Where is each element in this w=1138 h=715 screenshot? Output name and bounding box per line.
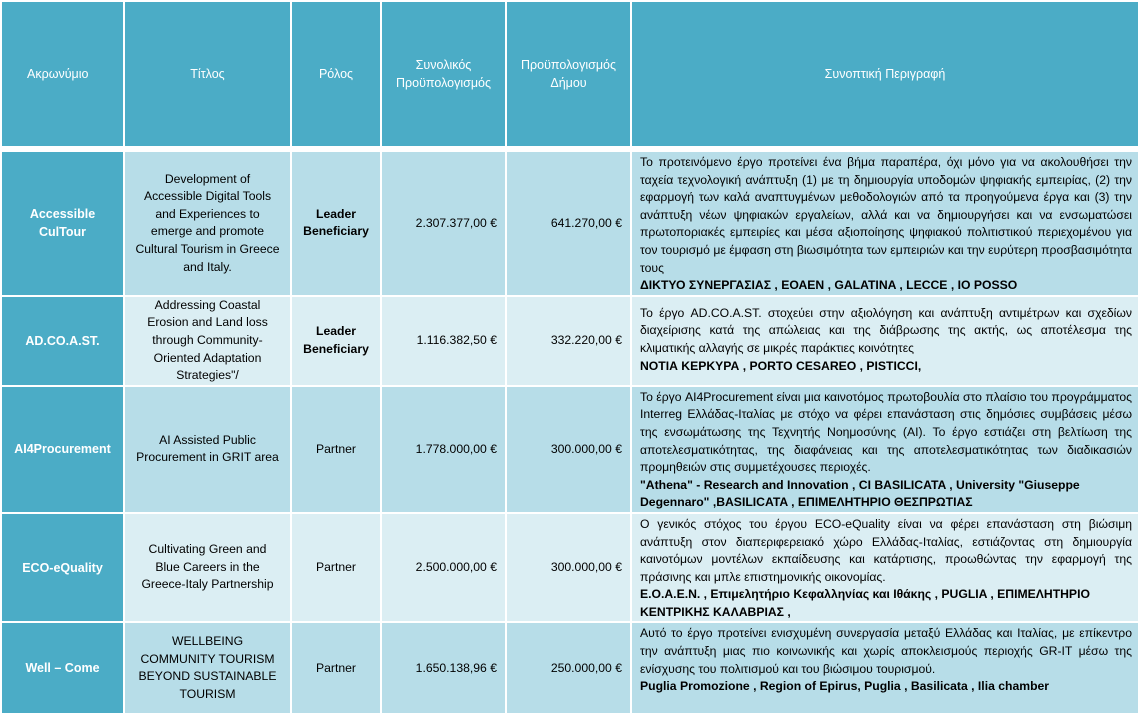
description-cell [631, 622, 1138, 714]
header-municipality-budget: Προϋπολογισμός Δήμου [506, 1, 631, 147]
title-cell: Cultivating Green and Blue Careers in the Greece-Italy Partnership [124, 513, 291, 623]
description-cell [631, 386, 1138, 513]
role-cell: Partner [291, 513, 381, 623]
partners-text: Ε.Ο.Α.Ε.Ν. , Επιμελητήριο Κεφαλληνίας και Ιθάκης , PUGLIA , ΕΠΙΜΕΛΗΤΗΡΙΟ ΚΕΝΤΡΙΚΗΣ ΚΑΛΑΒΡΙΑΣ , [640, 587, 1090, 619]
total-budget-cell: 1.116.382,50 € [381, 296, 506, 386]
table-row [1, 622, 1138, 714]
total-budget-cell: 2.307.377,00 € [381, 151, 506, 296]
municipality-budget-cell: 332.220,00 € [506, 296, 631, 386]
description-text: Το έργο AI4Procurement είναι μια καινοτόμος πρωτοβουλία στο πλαίσιο του προγράμματος Interreg Ελλάδας-Ιταλίας με στόχο να φέρει επανάσταση στις δημόσιες συμβάσεις μέσω της ενσωμάτωσης της Τεχνητής Νοημοσύνης (AI). Το έργο εστιάζει στη βελτίωση της αποτελεσματικότητας, της διαφάνειας και της αποτελεσματικότητας των διαδικασιών προμηθειών στις συμμετέχουσες περιοχές. [640, 389, 1132, 475]
partners-text: ΔΙΚΤΥΟ ΣΥΝΕΡΓΑΣΙΑΣ , ΕΟΑΕΝ , GALATINA , LECCE , IO POSSO [640, 278, 1018, 293]
municipality-budget-cell: 300.000,00 € [506, 386, 631, 513]
acronym-cell: AI4Procurement [1, 386, 124, 513]
title-cell: Development of Accessible Digital Tools and Experiences to emerge and promote Cultural Tourism in Greece and Italy. [124, 151, 291, 296]
acronym-cell: AD.CO.A.ST. [1, 296, 124, 386]
role-cell: Partner [291, 622, 381, 714]
description-text: Αυτό το έργο προτείνει ενισχυμένη συνεργασία μεταξύ Ελλάδας και Ιταλίας, με επίκεντρο την ανάπτυξη μιας πιο κοινωνικής και χωρίς αποκλεισμούς περιοχής GR-IT μέσω της ενίσχυσης του πολιτισμού και του βιώσιμου τουρισμού. [640, 626, 1132, 676]
header-description: Συνοπτική Περιγραφή [631, 1, 1138, 147]
title-cell: AI Assisted Public Procurement in GRIT area [124, 386, 291, 513]
table-row [1, 386, 1138, 513]
table-header-row [1, 1, 1138, 147]
table-row [1, 151, 1138, 296]
municipality-budget-cell: 250.000,00 € [506, 622, 631, 714]
description-cell [631, 513, 1138, 623]
title-cell: WELLBEING COMMUNITY TOURISM BEYOND SUSTAINABLE TOURISM [124, 622, 291, 714]
municipality-budget-cell: 300.000,00 € [506, 513, 631, 623]
partners-text: "Athena" - Research and Innovation , CI BASILICATA , University "Giuseppe Degennaro" ,BASILICATA , ΕΠΙΜΕΛΗΤΗΡΙΟ ΘΕΣΠΡΩΤΙΑΣ [640, 477, 1080, 510]
role-cell: Leader Beneficiary [291, 151, 381, 296]
header-total-budget: Συνολικός Προϋπολογισμός [381, 1, 506, 147]
description-cell [631, 296, 1138, 386]
description-text: Το προτεινόμενο έργο προτείνει ένα βήμα παραπέρα, όχι μόνο για να ακολουθήσει την ταχεία τεχνολογική ανάπτυξη (1) με τη δημιουργία υποδομών ψηφιακής εμπειρίας, (2) την εφαρμογή των καλά αναπτυγμένων μεθοδολογιών από τα προηγούμενα έργα και (3) την ανάπτυξη νέων ψηφιακών εργαλείων, αλλά και να δημιουργήσει και να ενσωματώσει πρωτοποριακές εμπειρίες και μέσα αξιοποίησης ψηφιακού πολιτιστικού περιεχομένου για τον τουρισμό με έμφαση στη βιωσιμότητα των εμπειριών και την ευρύτερη προσβασιμότητα τους [640, 155, 1132, 275]
header-role: Ρόλος [291, 1, 381, 147]
description-text: Ο γενικός στόχος του έργου ECO-eQuality είναι να φέρει επανάσταση στη βιώσιμη ανάπτυξη στον διαπεριφερειακό χώρο Ελλάδας-Ιταλίας, εστιάζοντας στη δημιουργία καινοτόμων μοντέλων εκπαίδευσης και κατάρτισης, προωθώντας την εφαρμογή της πράσινης και μπλε επιστημονικής οικονομίας. [640, 516, 1132, 584]
description-cell [631, 151, 1138, 296]
partners-text: ΝΟΤΙΑ ΚΕΡΚΥΡΑ , PORTO CESAREO , PISTICCI, [640, 358, 922, 373]
header-title: Τίτλος [124, 1, 291, 147]
acronym-cell: Well – Come [1, 622, 124, 714]
partners-text: Puglia Promozione , Region of Epirus, Puglia , Basilicata , Ilia chamber [640, 679, 1050, 694]
description-text: Το έργο AD.CO.A.ST. στοχεύει στην αξιολόγηση και ανάπτυξη αντιμέτρων και σχεδίων διαχείρισης κατά της απώλειας και της διάβρωσης της ακτής, ως αποτέλεσμα της κλιματικής αλλαγής σε μικρές παράκτιες κοινότητες [640, 305, 1132, 355]
header-acronym: Ακρωνύμιο [1, 1, 124, 147]
role-cell: Partner [291, 386, 381, 513]
acronym-cell: Accessible CulTour [1, 151, 124, 296]
total-budget-cell: 1.650.138,96 € [381, 622, 506, 714]
municipality-budget-cell: 641.270,00 € [506, 151, 631, 296]
acronym-cell: ECO-eQuality [1, 513, 124, 623]
table-row [1, 513, 1138, 623]
table-row [1, 296, 1138, 386]
title-cell: Addressing Coastal Erosion and Land loss through Community-Oriented Adaptation Strategies"/ [124, 296, 291, 386]
total-budget-cell: 1.778.000,00 € [381, 386, 506, 513]
total-budget-cell: 2.500.000,00 € [381, 513, 506, 623]
role-cell: Leader Beneficiary [291, 296, 381, 386]
